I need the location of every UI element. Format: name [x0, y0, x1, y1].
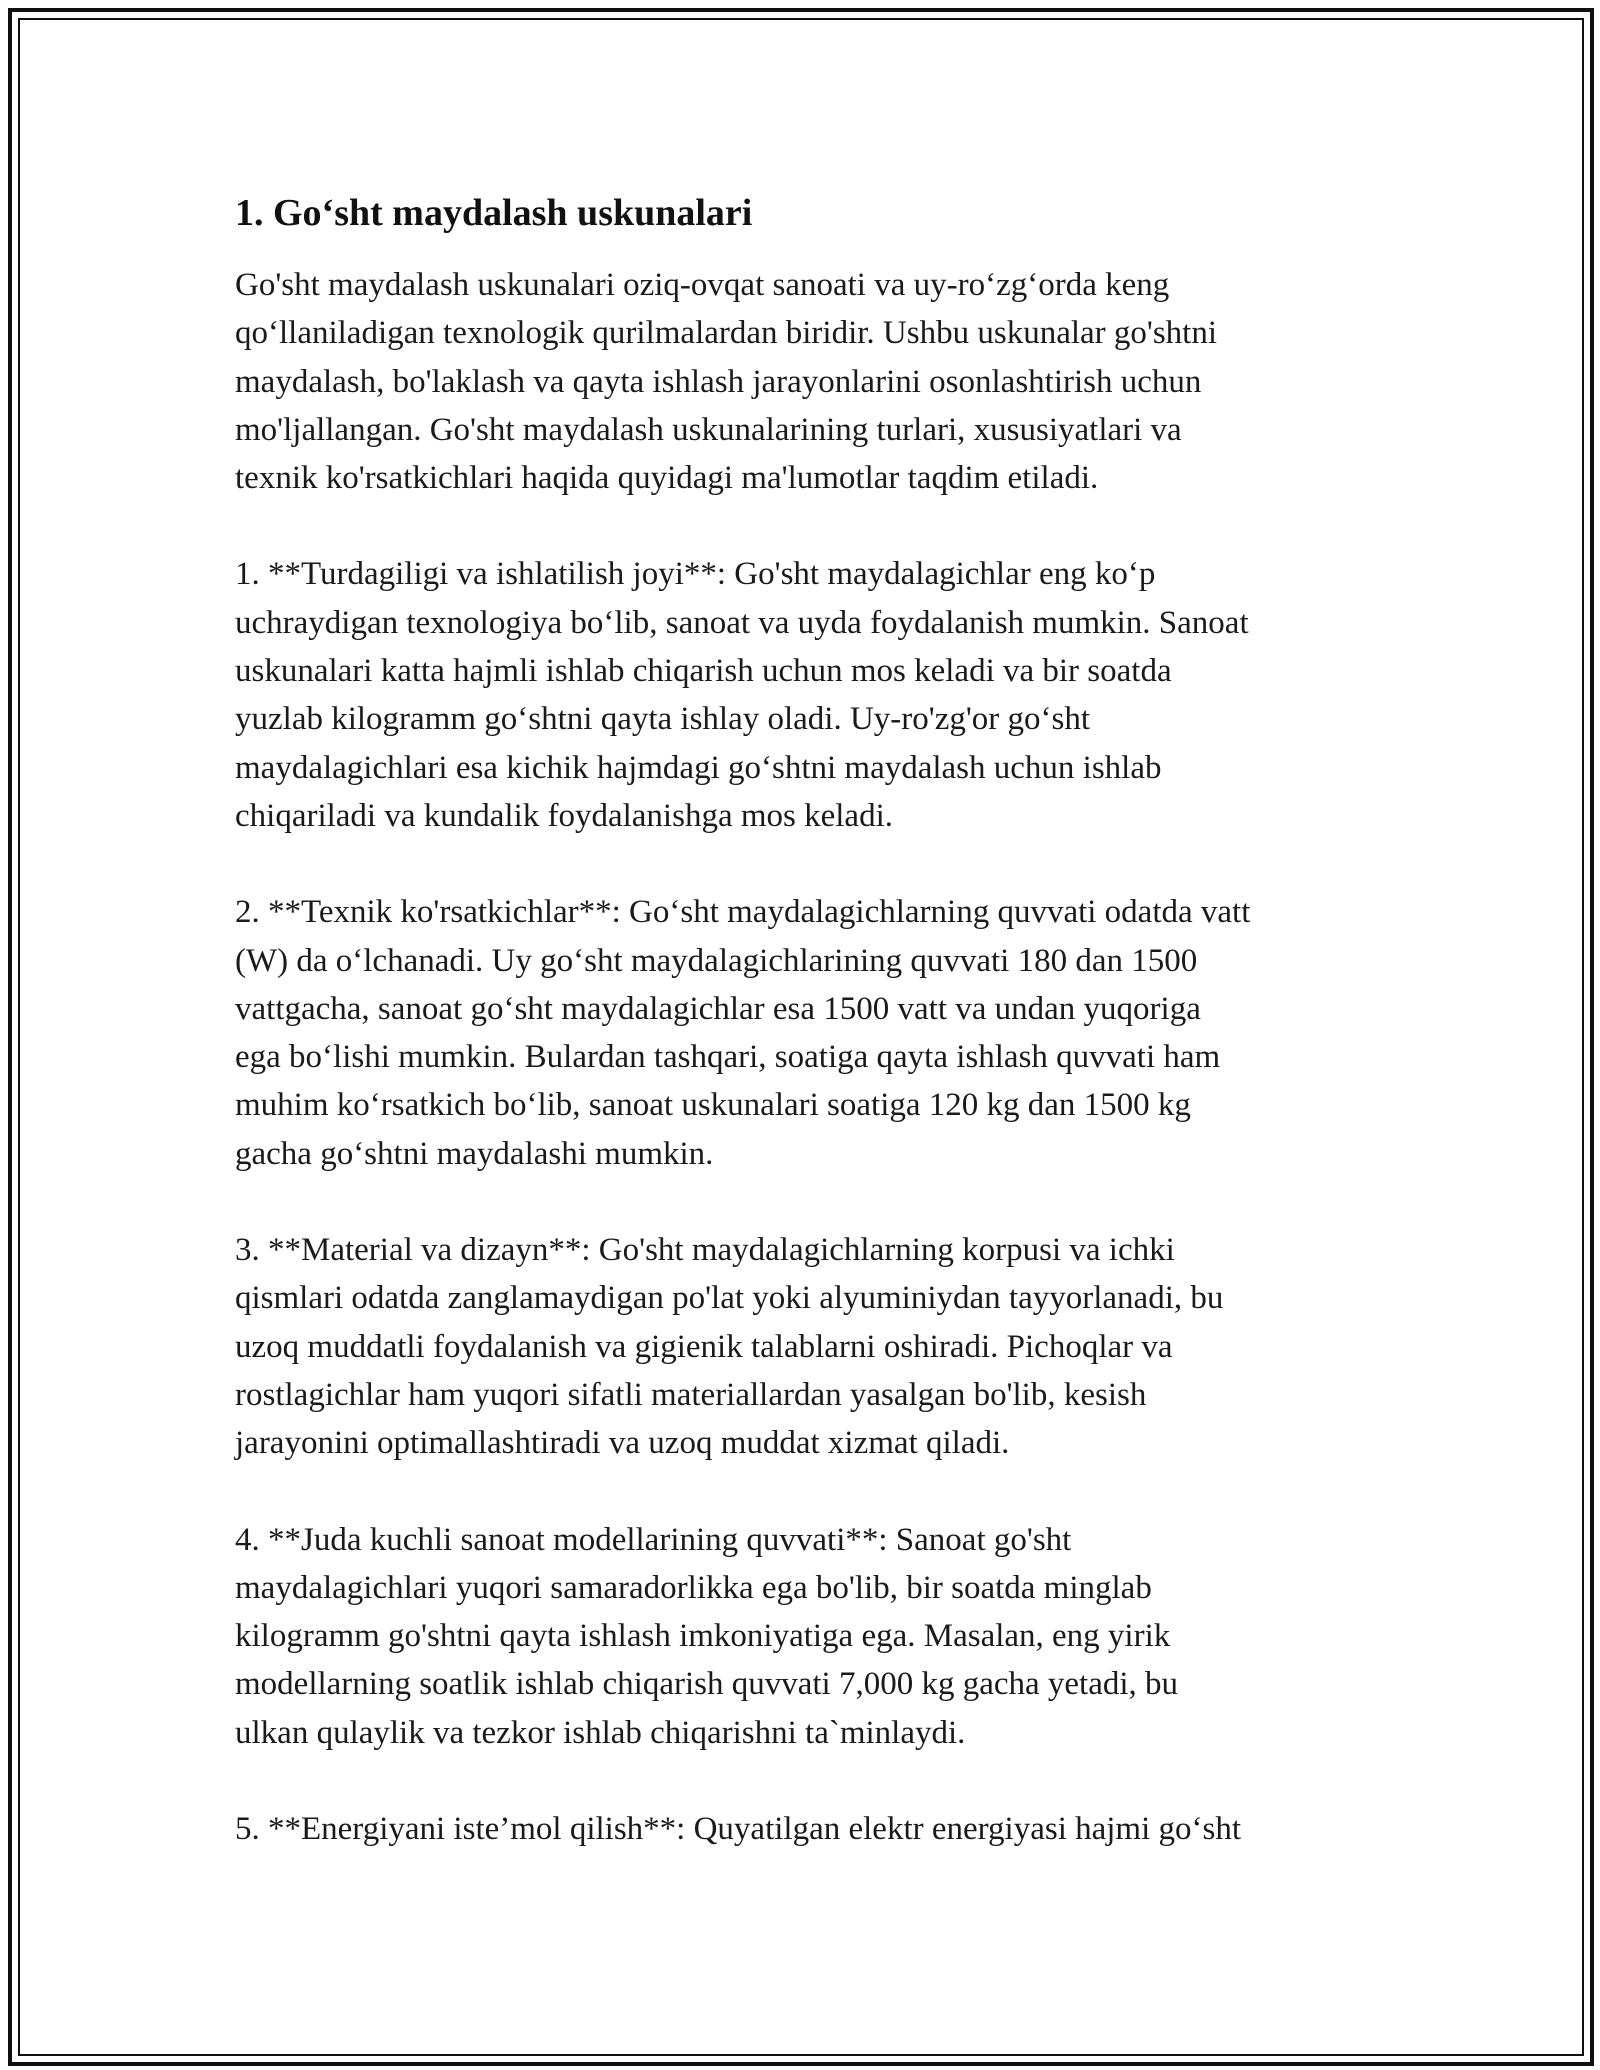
text-line: yuzlab kilogramm go‘shtni qayta ishlay oladi. Uy-ro'zg'or go‘sht	[235, 701, 1091, 738]
text-line: uskunalari katta hajmli ishlab chiqarish uchun mos keladi va bir soatda	[235, 653, 1172, 690]
text-line: 2. **Texnik ko'rsatkichlar**: Go‘sht maydalagichlarning quvvati odatda vatt	[235, 894, 1251, 931]
text-line: kilogramm go'shtni qayta ishlash imkoniyatiga ega. Masalan, eng yirik	[235, 1618, 1171, 1655]
text-line: qismlari odatda zanglamaydigan po'lat yoki alyuminiydan tayyorlanadi, bu	[235, 1280, 1224, 1317]
text-line: 1. **Turdagiligi va ishlatilish joyi**: Go'sht maydalagichlar eng ko‘p	[235, 556, 1156, 593]
list-item-paragraph-3	[235, 1226, 1385, 1467]
list-item-paragraph-1	[235, 550, 1385, 840]
text-line: rostlagichlar ham yuqori sifatli materiallardan yasalgan bo'lib, kesish	[235, 1376, 1147, 1413]
text-line: Go'sht maydalash uskunalari oziq-ovqat sanoati va uy-ro‘zg‘orda keng	[235, 267, 1170, 303]
list-item-paragraph-5	[235, 1805, 1385, 1853]
text-line: 5. **Energiyani iste’mol qilish**: Quyatilgan elektr energiyasi hajmi go‘sht	[235, 1811, 1242, 1848]
text-line: gacha go‘shtni maydalashi mumkin.	[235, 1135, 714, 1172]
text-line: muhim ko‘rsatkich bo‘lib, sanoat uskunalari soatiga 120 kg dan 1500 kg	[235, 1087, 1191, 1124]
text-line: maydalagichlari esa kichik hajmdagi go‘shtni maydalash uchun ishlab	[235, 749, 1162, 786]
section-heading: 1. Go‘sht maydalash uskunalari	[235, 192, 753, 234]
text-line: ega bo‘lishi mumkin. Bulardan tashqari, soatiga qayta ishlash quvvati ham	[235, 1039, 1221, 1076]
text-line: vattgacha, sanoat go‘sht maydalagichlar esa 1500 vatt va undan yuqoriga	[235, 990, 1201, 1027]
text-line: modellarning soatlik ishlab chiqarish quvvati 7,000 kg gacha yetadi, bu	[235, 1666, 1179, 1703]
document-body	[235, 185, 1385, 1901]
text-line: jarayonini optimallashtiradi va uzoq muddat xizmat qiladi.	[235, 1425, 1010, 1462]
text-line: texnik ko'rsatkichlari haqida quyidagi ma'lumotlar taqdim etiladi.	[235, 460, 1099, 497]
text-line: uchraydigan texnologiya bo‘lib, sanoat va uyda foydalanish mumkin. Sanoat	[235, 604, 1249, 641]
text-line: 4. **Juda kuchli sanoat modellarining quvvati**: Sanoat go'sht	[235, 1521, 1072, 1558]
text-line: maydalagichlari yuqori samaradorlikka ega bo'lib, bir soatda minglab	[235, 1569, 1152, 1606]
intro-paragraph	[235, 261, 1385, 502]
text-line: mo'ljallangan. Go'sht maydalash uskunalarining turlari, xususiyatlari va	[235, 411, 1182, 448]
list-item-paragraph-4	[235, 1516, 1385, 1757]
text-line: uzoq muddatli foydalanish va gigienik talablarni oshiradi. Pichoqlar va	[235, 1328, 1173, 1365]
list-item-paragraph-2	[235, 888, 1385, 1178]
text-line: qo‘llaniladigan texnologik qurilmalardan biridir. Ushbu uskunalar go'shtni	[235, 315, 1218, 352]
text-line: chiqariladi va kundalik foydalanishga mos keladi.	[235, 797, 893, 834]
text-line: maydalash, bo'laklash va qayta ishlash jarayonlarini osonlashtirish uchun	[235, 363, 1202, 400]
text-line: 3. **Material va dizayn**: Go'sht maydalagichlarning korpusi va ichki	[235, 1232, 1175, 1269]
text-line: (W) da o‘lchanadi. Uy go‘sht maydalagichlarining quvvati 180 dan 1500	[235, 942, 1198, 979]
text-line: ulkan qulaylik va tezkor ishlab chiqarishni ta`minlaydi.	[235, 1714, 966, 1751]
